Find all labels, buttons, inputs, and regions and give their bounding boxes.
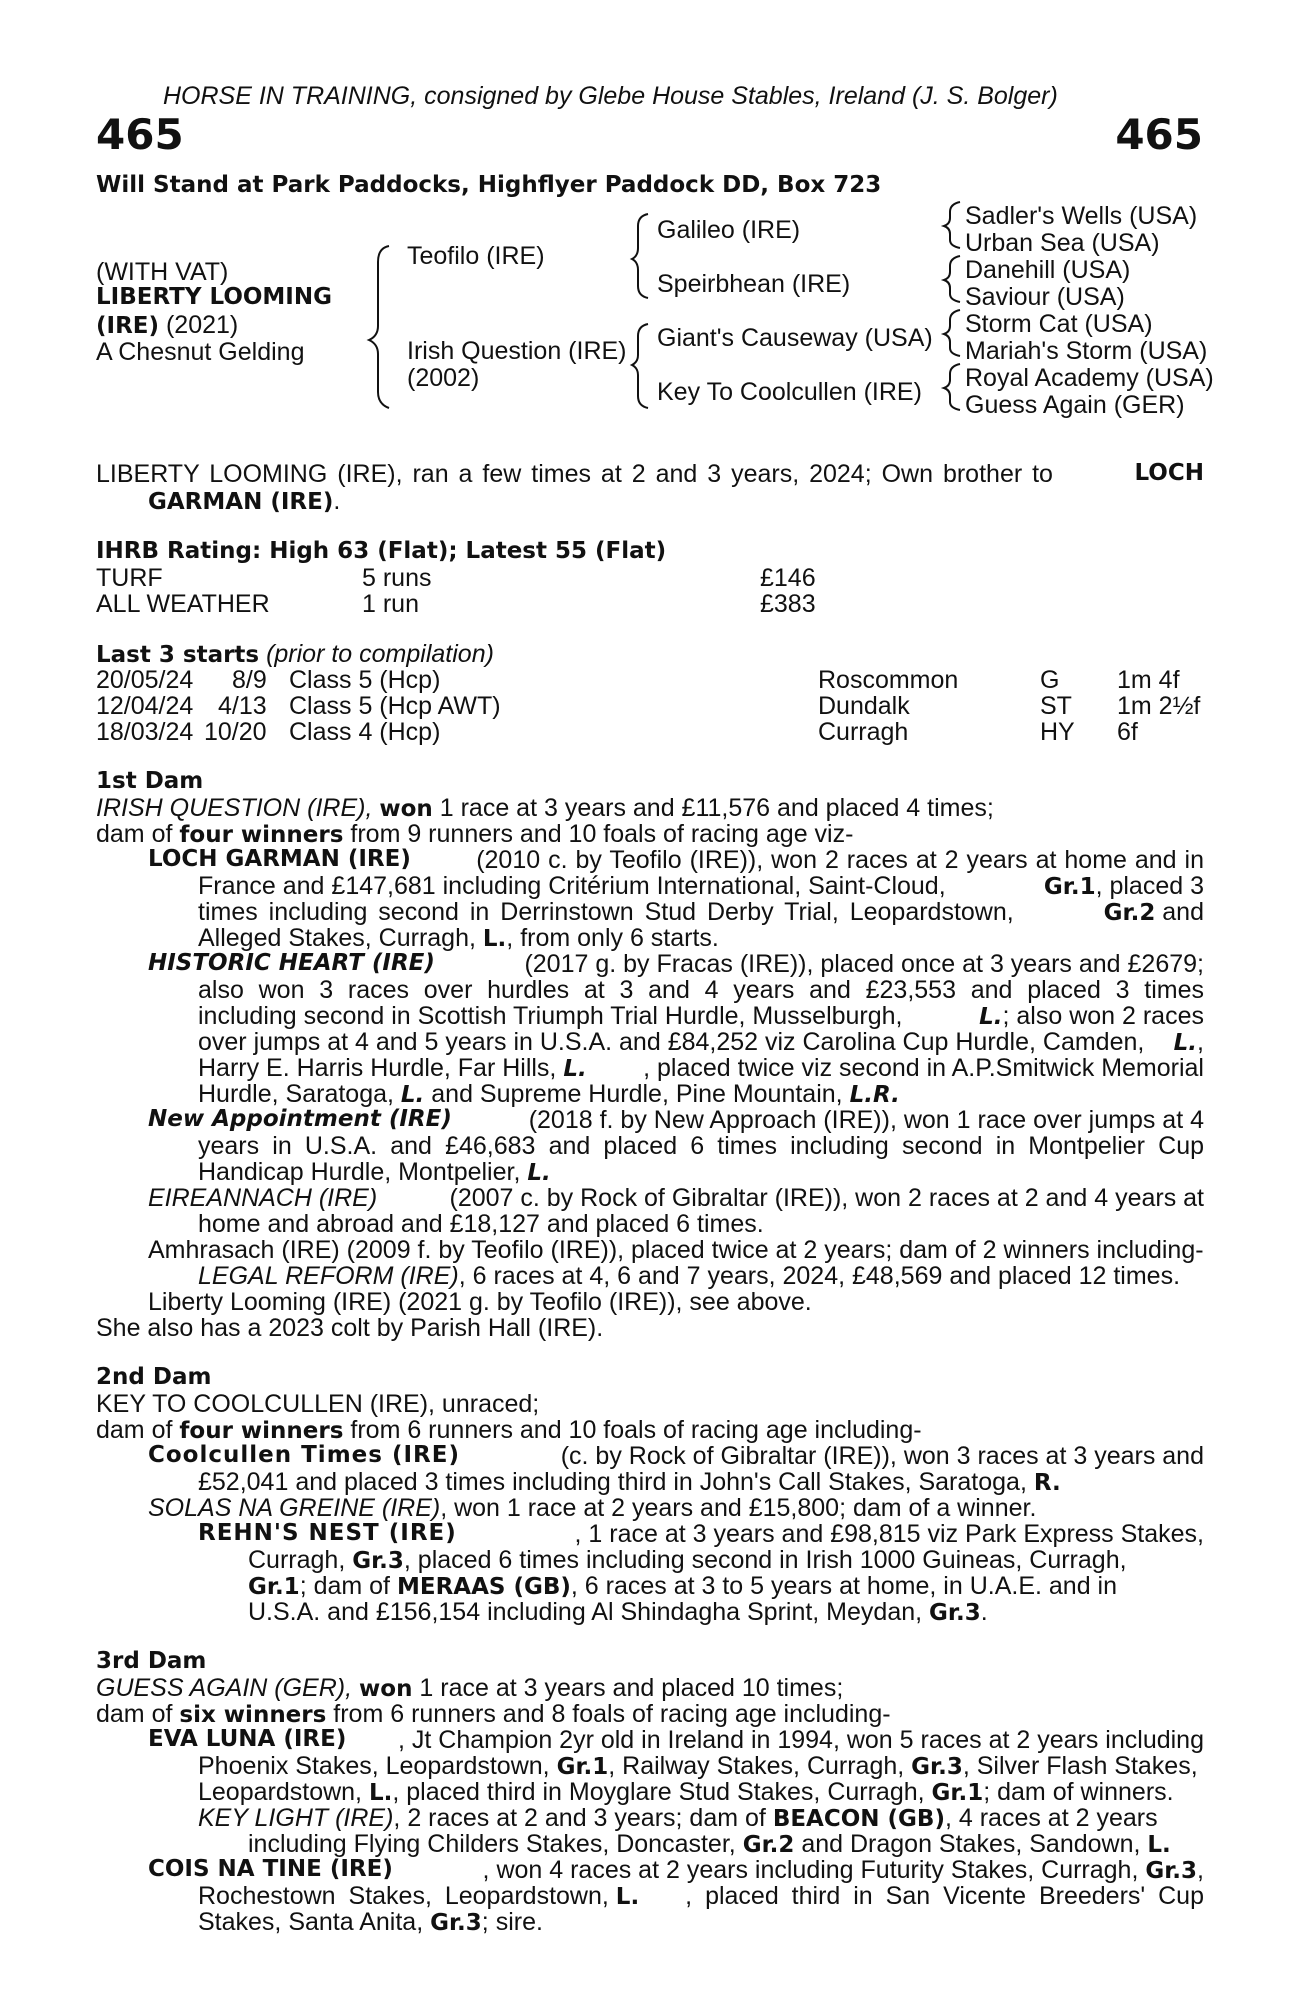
dam3-won: won xyxy=(359,1676,413,1702)
dam1-also: She also has a 2023 colt by Parish Hall (IRE). xyxy=(96,1314,604,1342)
rating-aw-earnings: £383 xyxy=(760,590,816,618)
hh-line-5 xyxy=(198,1054,1204,1083)
loch-line-1 xyxy=(148,846,1204,875)
dam3-name: GUESS AGAIN (GER), xyxy=(96,1674,353,1702)
na-name: New Appointment (IRE) xyxy=(148,1106,452,1132)
el-text-2b: , Railway Stakes, Curragh, xyxy=(608,1752,905,1780)
hh-listed-4: L. xyxy=(400,1082,425,1108)
loch-text-4b: , from only 6 starts. xyxy=(506,924,719,952)
pedigree-dsd: Mariah's Storm (USA) xyxy=(965,337,1208,365)
el-text-3: Leopardstown, xyxy=(198,1778,363,1806)
pedigree-sdd: Saviour (USA) xyxy=(965,283,1125,311)
summary-text: LIBERTY LOOMING (IRE), ran a few times at 2 and 3 years, 2024; Own brother to xyxy=(96,460,1053,488)
pedigree-sire-dam: Speirbhean (IRE) xyxy=(657,270,851,298)
na-line-2: years in U.S.A. and £46,683 and placed 6 times including second in Montpelier Cup xyxy=(198,1132,1204,1160)
lr-line-1 xyxy=(198,1262,1180,1291)
rating-turf-runs: 5 runs xyxy=(362,564,432,592)
hh-name: HISTORIC HEART (IRE) xyxy=(148,950,435,976)
rn-text-4: U.S.A. and £156,154 including Al Shindagha Sprint, Meydan, xyxy=(248,1598,923,1626)
vat-label: (WITH VAT) xyxy=(96,258,229,286)
kl-text-2: including Flying Childers Stakes, Doncaster, xyxy=(248,1830,736,1858)
loch-name: LOCH GARMAN (IRE) xyxy=(148,846,411,872)
kl-name: KEY LIGHT (IRE) xyxy=(198,1804,394,1832)
start-row-1-date: 20/05/24 xyxy=(96,666,194,694)
summary-brother-name: LOCH xyxy=(1134,460,1204,486)
horse-year: (2021) xyxy=(159,311,239,339)
hh-text-4b: , xyxy=(1197,1028,1204,1056)
kl-line-2 xyxy=(248,1830,1171,1859)
brace-dd xyxy=(944,364,960,410)
rn-line-3 xyxy=(248,1572,1204,1601)
rn-line-1 xyxy=(198,1520,1204,1549)
sg-text: , won 1 race at 2 years and £15,800; dam of a winner. xyxy=(440,1494,1037,1522)
am-line-1: Amhrasach (IRE) (2009 f. by Teofilo (IRE)), placed twice at 2 years; dam of 2 winners including- xyxy=(148,1236,1204,1264)
pedigree-dam-year: (2002) xyxy=(407,364,480,392)
kl-beacon: BEACON (GB) xyxy=(772,1806,945,1832)
brace-sire xyxy=(632,214,648,298)
ei-line-2: home and abroad and £18,127 and placed 6 times. xyxy=(198,1210,764,1238)
pedigree-ddd: Guess Again (GER) xyxy=(965,391,1185,419)
rn-text-2: Curragh, xyxy=(248,1546,346,1574)
el-line-3 xyxy=(198,1778,1174,1807)
dam1-foals: from 9 runners and 10 foals of racing age viz- xyxy=(350,820,854,848)
rating-turf-earnings: £146 xyxy=(760,564,816,592)
consignment-line: HORSE IN TRAINING, consigned by Glebe House Stables, Ireland (J. S. Bolger) xyxy=(163,82,1058,110)
cn-text-1: , won 4 races at 2 years including Futurity Stakes, Curragh, xyxy=(482,1856,1139,1884)
hh-text-3b: ; also won 2 races xyxy=(1002,1002,1204,1030)
pedigree-sds: Danehill (USA) xyxy=(965,256,1131,284)
brace-gen1 xyxy=(369,246,389,408)
kl-listed: L. xyxy=(1147,1832,1171,1858)
rating-aw-surface: ALL WEATHER xyxy=(96,590,270,618)
ct-name: Coolcullen Times (IRE) xyxy=(148,1442,460,1468)
horse-origin: (IRE) xyxy=(96,313,160,339)
horse-name: LIBERTY LOOMING xyxy=(96,284,332,310)
pedigree-dss: Storm Cat (USA) xyxy=(965,310,1153,338)
hh-listed-3: L. xyxy=(563,1056,587,1082)
rn-text-1: , 1 race at 3 years and £98,815 viz Park Express Stakes, xyxy=(574,1520,1204,1548)
el-line-1 xyxy=(148,1726,1204,1755)
loch-text-2: France and £147,681 including Critérium International, Saint-Cloud, xyxy=(198,872,946,900)
dam1-line-2 xyxy=(96,820,853,849)
summary-line-1 xyxy=(96,460,1204,489)
brace-ss xyxy=(944,202,960,248)
rn-text-3: ; dam of xyxy=(299,1572,391,1600)
na-text-1: (2018 f. by New Approach (IRE)), won 1 race over jumps at 4 xyxy=(528,1106,1204,1134)
start-row-1-dist: 1m 4f xyxy=(1117,666,1180,694)
el-text-3b: , placed third in Moyglare Stud Stakes, Curragh, xyxy=(392,1778,925,1806)
cn-gr3b: Gr.3 xyxy=(430,1910,482,1936)
start-row-2-course: Dundalk xyxy=(818,692,910,720)
pedigree-sss: Sadler's Wells (USA) xyxy=(965,202,1198,230)
rn-gr3: Gr.3 xyxy=(352,1548,404,1574)
hh-text-6b: and Supreme Hurdle, Pine Mountain, xyxy=(431,1080,843,1108)
rn-text-2b: , placed 6 times including second in Irish 1000 Guineas, Curragh, xyxy=(403,1546,1127,1574)
cn-text-2b: , placed third in San Vicente Breeders' Cup xyxy=(685,1882,1204,1910)
summary-period: . xyxy=(333,487,341,515)
loch-line-3 xyxy=(198,898,1204,927)
start-row-2-class: Class 5 (Hcp AWT) xyxy=(289,692,501,720)
rn-meraas: MERAAS (GB) xyxy=(396,1574,571,1600)
na-line-1 xyxy=(148,1106,1204,1135)
dam1-record: 1 race at 3 years and £11,576 and placed 4 times; xyxy=(439,794,994,822)
brace-sd xyxy=(944,256,960,302)
brace-dam xyxy=(632,324,648,408)
hh-text-1: (2017 g. by Fracas (IRE)), placed once at 3 years and £2679; xyxy=(524,950,1204,978)
dam2-winners: four winners xyxy=(179,1418,344,1444)
loch-listed: L. xyxy=(482,926,507,952)
dam3-heading: 3rd Dam xyxy=(96,1648,207,1674)
dam2-dam-of: dam of xyxy=(96,1416,173,1444)
pedigree-sire-sire: Galileo (IRE) xyxy=(657,216,801,244)
cn-gr3: Gr.3 xyxy=(1145,1858,1198,1884)
start-row-1-class: Class 5 (Hcp) xyxy=(289,666,441,694)
rn-text-3b: , 6 races at 3 to 5 years at home, in U.A.E. and in xyxy=(570,1572,1118,1600)
kl-line-1 xyxy=(198,1804,1204,1833)
pedigree-sire: Teofilo (IRE) xyxy=(407,242,545,270)
rn-line-4 xyxy=(248,1598,988,1627)
dam3-dam-of: dam of xyxy=(96,1700,173,1728)
cn-line-3 xyxy=(198,1908,543,1937)
location-line: Will Stand at Park Paddocks, Highflyer Paddock DD, Box 723 xyxy=(96,172,882,198)
cn-listed: L. xyxy=(615,1884,640,1910)
dam1-winners: four winners xyxy=(179,822,344,848)
dam1-dam-of: dam of xyxy=(96,820,173,848)
el-text-2c: , Silver Flash Stakes, xyxy=(962,1752,1198,1780)
summary-line-2 xyxy=(148,487,340,516)
ct-restricted: R. xyxy=(1033,1470,1061,1496)
cn-text-1b: , xyxy=(1197,1856,1204,1884)
hh-line-2: also won 3 races over hurdles at 3 and 4 years and £23,553 and placed 3 times xyxy=(198,976,1204,1004)
start-row-1-course: Roscommon xyxy=(818,666,959,694)
pedigree-dam: Irish Question (IRE) xyxy=(407,337,627,365)
start-row-2-date: 12/04/24 xyxy=(96,692,194,720)
loch-gr1: Gr.1 xyxy=(1043,874,1096,900)
dam3-foals: from 6 runners and 8 foals of racing age including- xyxy=(333,1700,891,1728)
hh-line-3 xyxy=(198,1002,1204,1031)
lot-number-right: 465 xyxy=(1115,110,1203,159)
dam3-line-2 xyxy=(96,1700,891,1729)
pedigree-dam-dam: Key To Coolcullen (IRE) xyxy=(657,378,922,406)
hh-text-5b: , placed twice viz second in A.P.Smitwick Memorial xyxy=(643,1054,1204,1082)
el-gr3: Gr.3 xyxy=(911,1754,963,1780)
dam2-line-2 xyxy=(96,1416,922,1445)
loch-line-2 xyxy=(198,872,1204,901)
ei-line-1 xyxy=(148,1184,1204,1213)
loch-text-3: times including second in Derrinstown Stud Derby Trial, Leopardstown, xyxy=(198,898,1014,926)
ct-line-2 xyxy=(198,1468,1061,1497)
hh-line-1 xyxy=(148,950,1204,979)
na-text-3: Handicap Hurdle, Montpelier, xyxy=(198,1158,521,1186)
start-row-3-course: Curragh xyxy=(818,718,909,746)
rating-turf-surface: TURF xyxy=(96,564,163,592)
starts-heading-note: (prior to compilation) xyxy=(266,640,494,668)
hh-line-4 xyxy=(198,1028,1204,1057)
dam3-record: 1 race at 3 years and placed 10 times; xyxy=(419,1674,844,1702)
loch-text-1: (2010 c. by Teofilo (IRE)), won 2 races at 2 years at home and in xyxy=(476,846,1204,874)
rn-name: REHN'S NEST (IRE) xyxy=(198,1520,457,1546)
el-name: EVA LUNA (IRE) xyxy=(148,1726,347,1752)
hh-text-4: over jumps at 4 and 5 years in U.S.A. and £84,252 viz Carolina Cup Hurdle, Camden, xyxy=(198,1028,1145,1056)
ct-text-1: (c. by Rock of Gibraltar (IRE)), won 3 races at 3 years and xyxy=(560,1442,1204,1470)
dam3-line-1 xyxy=(96,1674,843,1703)
start-row-1-pos: 8/9 xyxy=(232,666,267,694)
el-text-1: , Jt Champion 2yr old in Ireland in 1994, won 5 races at 2 years including xyxy=(397,1726,1204,1754)
el-text-2: Phoenix Stakes, Leopardstown, xyxy=(198,1752,550,1780)
kl-text-1: , 2 races at 2 and 3 years; dam of xyxy=(393,1804,766,1832)
cn-name: COIS NA TINE (IRE) xyxy=(148,1856,393,1882)
dam3-winners: six winners xyxy=(179,1702,327,1728)
el-gr1b: Gr.1 xyxy=(931,1780,984,1806)
ei-text-1: (2007 c. by Rock of Gibraltar (IRE)), won 2 races at 2 and 4 years at xyxy=(449,1184,1204,1212)
lr-name: LEGAL REFORM (IRE) xyxy=(198,1262,459,1290)
cn-line-2 xyxy=(198,1882,1204,1911)
dam2-line-1: KEY TO COOLCULLEN (IRE), unraced; xyxy=(96,1390,540,1418)
starts-heading xyxy=(96,640,494,669)
summary-brother-name-cont: GARMAN (IRE) xyxy=(148,489,334,515)
loch-line-4 xyxy=(198,924,719,953)
pedigree-dam-sire: Giant's Causeway (USA) xyxy=(657,324,933,352)
rn-gr3b: Gr.3 xyxy=(929,1600,981,1626)
na-listed: L. xyxy=(527,1160,551,1186)
rating-aw-runs: 1 run xyxy=(362,590,419,618)
kl-text-1b: , 4 races at 2 years xyxy=(944,1804,1158,1832)
kl-text-2b: and Dragon Stakes, Sandown, xyxy=(801,1830,1141,1858)
pedigree-dds: Royal Academy (USA) xyxy=(965,364,1214,392)
el-text-3c: ; dam of winners. xyxy=(983,1778,1174,1806)
hh-listed-2: L. xyxy=(1173,1030,1198,1056)
brace-ds xyxy=(944,310,960,356)
dam1-line-1 xyxy=(96,794,994,823)
rating-heading: IHRB Rating: High 63 (Flat); Latest 55 (Flat) xyxy=(96,538,667,564)
sg-line-1 xyxy=(148,1494,1036,1523)
loch-text-4: Alleged Stakes, Curragh, xyxy=(198,924,476,952)
cn-text-3b: ; sire. xyxy=(481,1908,543,1936)
ei-name: EIREANNACH (IRE) xyxy=(148,1184,378,1212)
loch-text-2b: , placed 3 xyxy=(1095,872,1204,900)
kl-gr2: Gr.2 xyxy=(742,1832,795,1858)
na-line-3 xyxy=(198,1158,551,1187)
hh-line-6 xyxy=(198,1080,900,1109)
ll-line-1: Liberty Looming (IRE) (2021 g. by Teofilo (IRE)), see above. xyxy=(148,1288,812,1316)
rn-text-4b: . xyxy=(980,1598,988,1626)
loch-gr2: Gr.2 xyxy=(1103,900,1156,926)
el-line-2 xyxy=(198,1752,1204,1781)
hh-text-6: Hurdle, Saratoga, xyxy=(198,1080,394,1108)
lot-number-left: 465 xyxy=(96,110,184,159)
dam2-foals: from 6 runners and 10 foals of racing age including- xyxy=(350,1416,922,1444)
dam1-heading: 1st Dam xyxy=(96,768,204,794)
pedigree-ssd: Urban Sea (USA) xyxy=(965,229,1160,257)
rn-line-2 xyxy=(248,1546,1204,1575)
ct-line-1 xyxy=(148,1442,1204,1471)
starts-heading-bold: Last 3 starts xyxy=(96,642,260,668)
horse-description: A Chesnut Gelding xyxy=(96,338,305,366)
hh-listed-race: L.R. xyxy=(849,1082,900,1108)
lr-text: , 6 races at 4, 6 and 7 years, 2024, £48,569 and placed 12 times. xyxy=(458,1262,1181,1290)
loch-text-3b: and xyxy=(1162,898,1204,926)
start-row-2-going: ST xyxy=(1040,692,1072,720)
start-row-3-class: Class 4 (Hcp) xyxy=(289,718,441,746)
cn-text-2: Rochestown Stakes, Leopardstown, xyxy=(198,1882,609,1910)
el-listed: L. xyxy=(368,1780,393,1806)
ct-text-2: £52,041 and placed 3 times including third in John's Call Stakes, Saratoga, xyxy=(198,1468,1027,1496)
dam1-name: IRISH QUESTION (IRE), xyxy=(96,794,373,822)
sg-name: SOLAS NA GREINE (IRE) xyxy=(148,1494,441,1522)
start-row-3-dist: 6f xyxy=(1117,718,1138,746)
start-row-1-going: G xyxy=(1040,666,1060,694)
dam1-won: won xyxy=(379,796,433,822)
hh-text-3: including second in Scottish Triumph Trial Hurdle, Musselburgh, xyxy=(198,1002,903,1030)
rn-gr1: Gr.1 xyxy=(248,1574,300,1600)
cn-line-1 xyxy=(148,1856,1204,1885)
cn-text-3: Stakes, Santa Anita, xyxy=(198,1908,424,1936)
hh-text-5: Harry E. Harris Hurdle, Far Hills, xyxy=(198,1054,557,1082)
start-row-3-pos: 10/20 xyxy=(204,718,267,746)
dam2-heading: 2nd Dam xyxy=(96,1364,212,1390)
el-gr1: Gr.1 xyxy=(556,1754,609,1780)
start-row-2-pos: 4/13 xyxy=(218,692,267,720)
start-row-3-going: HY xyxy=(1040,718,1075,746)
hh-listed-1: L. xyxy=(979,1004,1003,1030)
start-row-2-dist: 1m 2½f xyxy=(1117,692,1201,720)
start-row-3-date: 18/03/24 xyxy=(96,718,194,746)
